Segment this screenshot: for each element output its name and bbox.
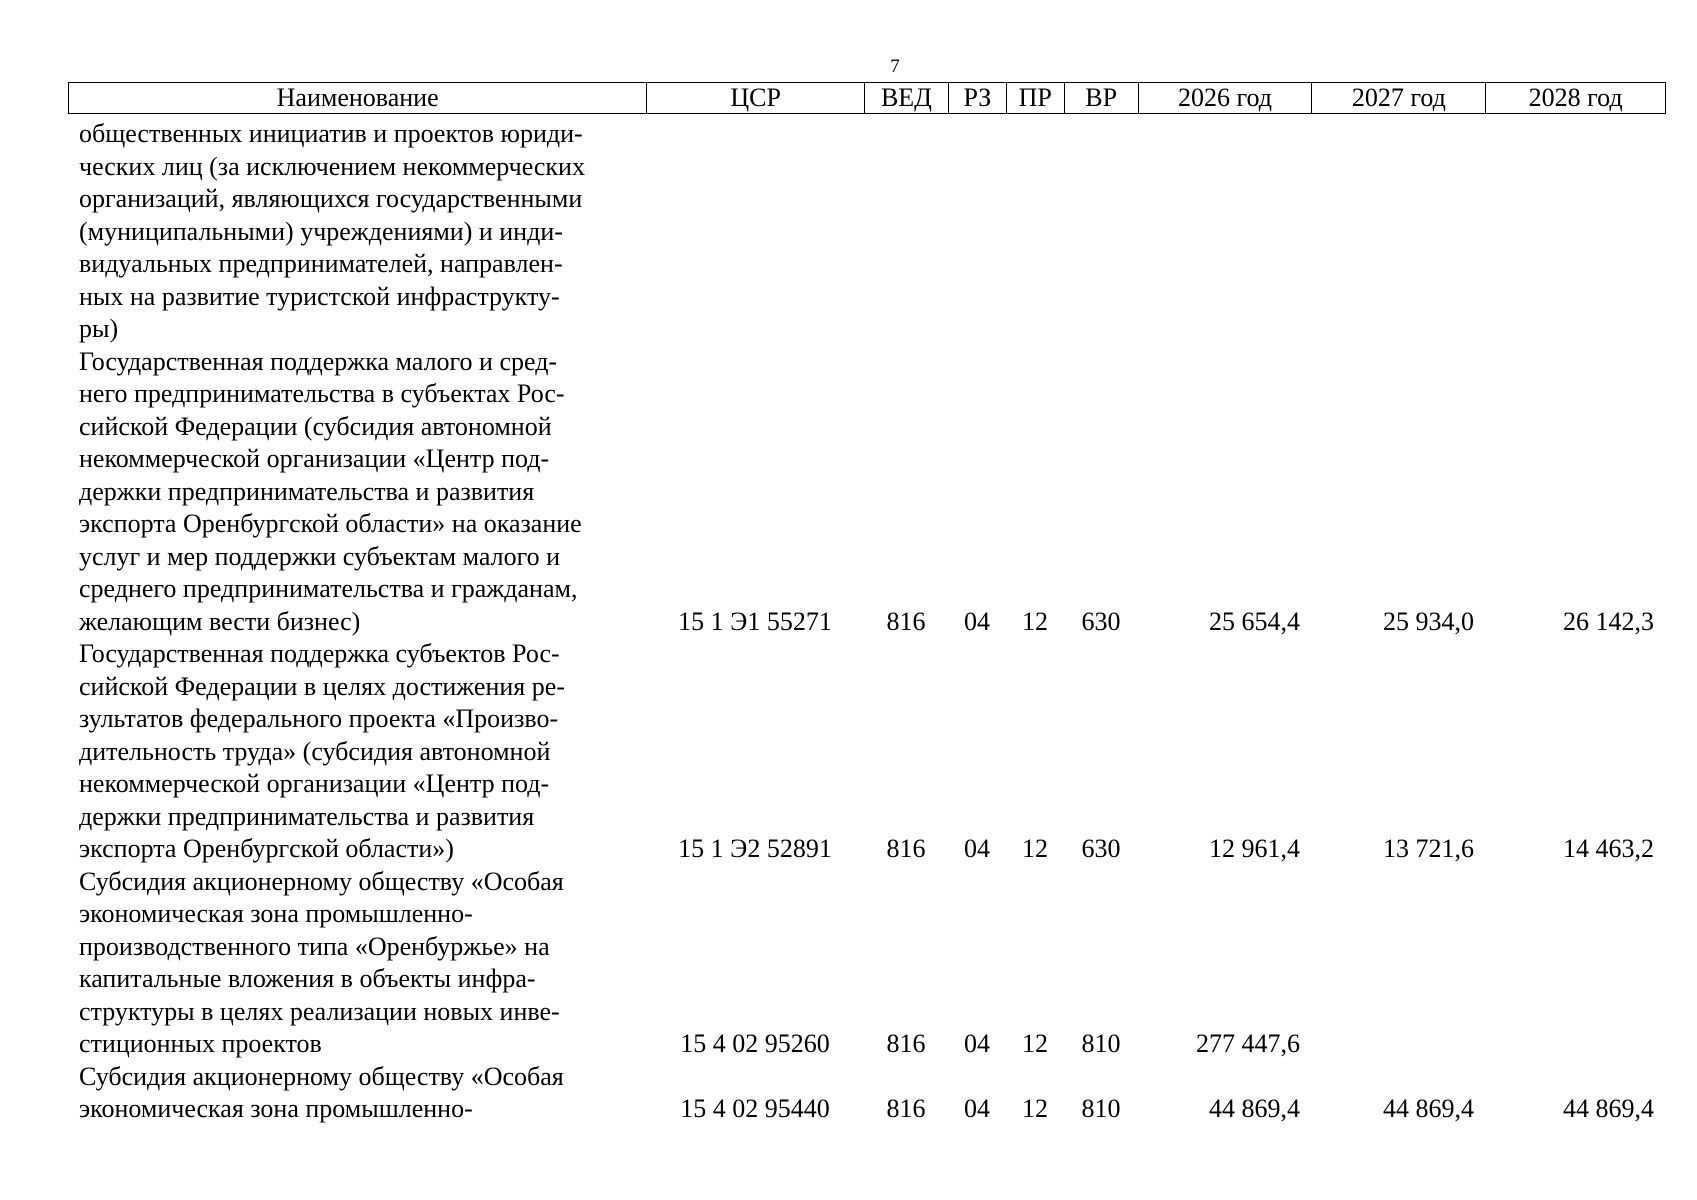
row-ved: 816 (886, 1029, 926, 1058)
row-name-line: некоммерческой организации «Центр под- (79, 444, 550, 473)
row-name-line: ческих лиц (за исключением некоммерческих (79, 151, 585, 181)
table-row (68, 118, 1666, 346)
row-name-line: видуальных предпринимателей, направлен- (79, 249, 563, 278)
table-header (68, 82, 1666, 114)
row-csr: 15 1 Э2 52891 (678, 834, 832, 863)
row-name-line: экспорта Оренбургской области» на оказание (79, 509, 582, 538)
row-name-line: Государственная поддержка малого и сред- (79, 346, 558, 376)
row-rz: 04 (964, 834, 990, 863)
row-csr: 15 4 02 95440 (680, 1094, 830, 1123)
row-name-line: (муниципальными) учреждениями) и инди- (79, 216, 563, 246)
row-2026: 277 447,6 (1196, 1029, 1300, 1058)
row-vr: 630 (1081, 606, 1121, 636)
header-vr: ВР (1064, 83, 1138, 113)
row-vr: 810 (1081, 1094, 1121, 1123)
row-2027: 13 721,6 (1383, 834, 1474, 863)
row-ved: 816 (886, 1094, 926, 1123)
table-row (68, 1061, 1666, 1126)
row-name-line: сийской Федерации (субсидия автономной (79, 411, 552, 441)
row-2026: 44 869,4 (1209, 1094, 1300, 1123)
table-row (68, 346, 1666, 639)
header-2027: 2027 год (1311, 83, 1485, 113)
row-pr: 12 (1022, 606, 1048, 636)
row-name-line: стиционных проектов (79, 1029, 322, 1058)
row-name-line: организаций, являющихся государственными (79, 184, 583, 213)
row-2026: 25 654,4 (1209, 606, 1300, 636)
row-2028: 44 869,4 (1563, 1094, 1654, 1123)
row-name-line: капитальные вложения в объекты инфра- (79, 964, 536, 993)
row-2028: 26 142,3 (1563, 606, 1654, 636)
row-ved: 816 (886, 834, 926, 863)
page-number: 7 (890, 56, 900, 77)
row-rz: 04 (964, 1029, 990, 1058)
row-name-line: некоммерческой организации «Центр под- (79, 769, 550, 798)
header-pr: ПР (1006, 83, 1064, 113)
row-name (68, 118, 646, 346)
row-name (68, 866, 646, 1061)
row-name (68, 346, 646, 639)
row-name-line: зультатов федерального проекта «Произво- (79, 704, 559, 733)
table-row (68, 866, 1666, 1061)
row-name-line: желающим вести бизнес) (79, 606, 361, 636)
row-name (68, 1061, 646, 1126)
row-name-line: экономическая зона промышленно- (79, 1094, 473, 1123)
header-2026: 2026 год (1138, 83, 1312, 113)
row-2028: 14 463,2 (1563, 834, 1654, 863)
row-name-line: услуг и мер поддержки субъектам малого и (79, 541, 561, 571)
header-csr: ЦСР (646, 83, 864, 113)
row-name-line: структуры в целях реализации новых инве- (79, 996, 560, 1026)
row-name-line: производственного типа «Оренбуржье» на (79, 931, 550, 961)
row-name-line: ных на развитие туристской инфраструкту- (79, 281, 560, 311)
header-name: Наименование (276, 83, 439, 112)
row-name-line: него предпринимательства в субъектах Рос- (79, 379, 565, 408)
row-pr: 12 (1022, 1094, 1048, 1123)
row-name-line: ры) (79, 314, 119, 343)
row-2027: 25 934,0 (1383, 606, 1474, 636)
row-name-line: Государственная поддержка субъектов Рос- (79, 639, 560, 668)
header-2028: 2028 год (1485, 83, 1665, 113)
row-name-line: держки предпринимательства и развития (79, 476, 535, 506)
row-name-line: экономическая зона промышленно- (79, 899, 473, 928)
row-vr: 630 (1081, 834, 1121, 863)
row-name-line: Субсидия акционерному обществу «Особая (79, 866, 564, 896)
row-name-line: общественных инициатив и проектов юриди- (79, 119, 583, 148)
row-name-line: дительность труда» (субсидия автономной (79, 736, 551, 766)
row-csr: 15 1 Э1 55271 (678, 606, 832, 636)
row-2027: 44 869,4 (1383, 1094, 1474, 1123)
row-ved: 816 (886, 606, 926, 636)
row-pr: 12 (1022, 834, 1048, 863)
table-body (68, 118, 1666, 1126)
row-csr: 15 4 02 95260 (680, 1029, 830, 1058)
row-name-line: экспорта Оренбургской области») (79, 834, 454, 863)
row-name (68, 638, 646, 866)
row-rz: 04 (964, 1094, 990, 1123)
row-name-line: сийской Федерации в целях достижения ре- (79, 671, 565, 701)
header-ved: ВЕД (864, 83, 948, 113)
row-pr: 12 (1022, 1029, 1048, 1058)
row-vr: 810 (1081, 1029, 1121, 1058)
row-name-line: среднего предпринимательства и гражданам, (79, 574, 578, 603)
row-2026: 12 961,4 (1209, 834, 1300, 863)
row-name-line: Субсидия акционерному обществу «Особая (79, 1061, 564, 1091)
row-name-line: держки предпринимательства и развития (79, 801, 535, 831)
header-rz: РЗ (948, 83, 1006, 113)
table-row (68, 638, 1666, 866)
row-rz: 04 (964, 606, 990, 636)
